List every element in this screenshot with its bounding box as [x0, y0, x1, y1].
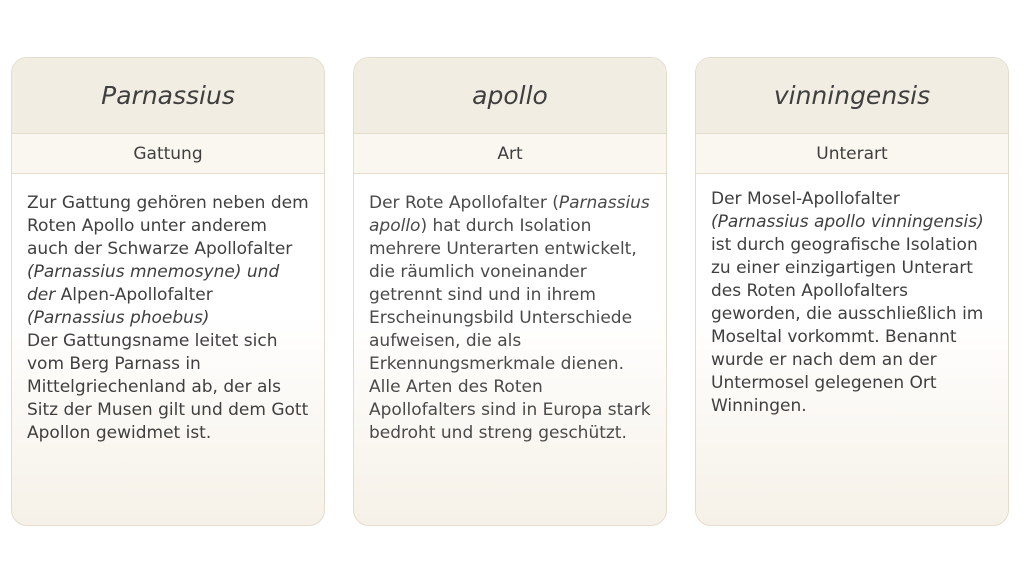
- card-genus: [11, 57, 325, 526]
- description-text: Der Rote Apollofalter (: [369, 193, 559, 213]
- card-description: [12, 174, 324, 445]
- card-title: vinningensis: [696, 58, 1008, 134]
- description-italic: Parnassius apollo: [369, 193, 650, 236]
- card-rank-label: Gattung: [12, 134, 324, 174]
- description-text: Der Mosel-Apollofalter: [711, 189, 900, 209]
- description-text: Zur Gattung gehören neben dem Roten Apollo unter anderem auch der Schwarze Apollofalter: [27, 193, 309, 259]
- description-text: Alpen-Apollofalter: [55, 285, 213, 305]
- card-description: [354, 174, 666, 445]
- description-text: ist durch geografische Isolation zu einer einzigartigen Unterart des Roten Apollofalters geworden, die ausschließlich im Moseltal vorkommt. Benannt wurde er nach dem an der Untermosel gelegenen Ort Winningen.: [711, 235, 984, 416]
- card-title: Parnassius: [12, 58, 324, 134]
- description-italic: (Parnassius apollo vinningensis): [711, 212, 984, 232]
- description-italic: (Parnassius phoebus): [27, 308, 210, 328]
- card-subspecies: [695, 57, 1009, 526]
- card-description: [696, 174, 1008, 418]
- card-rank-label: Unterart: [696, 134, 1008, 174]
- description-italic: (Parnassius mnemosyne) und der: [27, 262, 280, 305]
- card-rank-label: Art: [354, 134, 666, 174]
- card-title: apollo: [354, 58, 666, 134]
- description-text: ) hat durch Isolation mehrere Unterarten entwickelt, die räumlich voneinander getrennt sind und in ihrem Erscheinungsbild Unterschiede aufweisen, die als Erkennungsmerkmale dienen. Alle Arten des Roten Apollofalters sind in Europa stark bedroht und streng geschützt.: [369, 216, 651, 443]
- card-species: [353, 57, 667, 526]
- description-text: Der Gattungsname leitet sich vom Berg Parnass in Mittelgriechenland ab, der als Sitz der Musen gilt und dem Gott Apollon gewidmet ist.: [27, 331, 309, 443]
